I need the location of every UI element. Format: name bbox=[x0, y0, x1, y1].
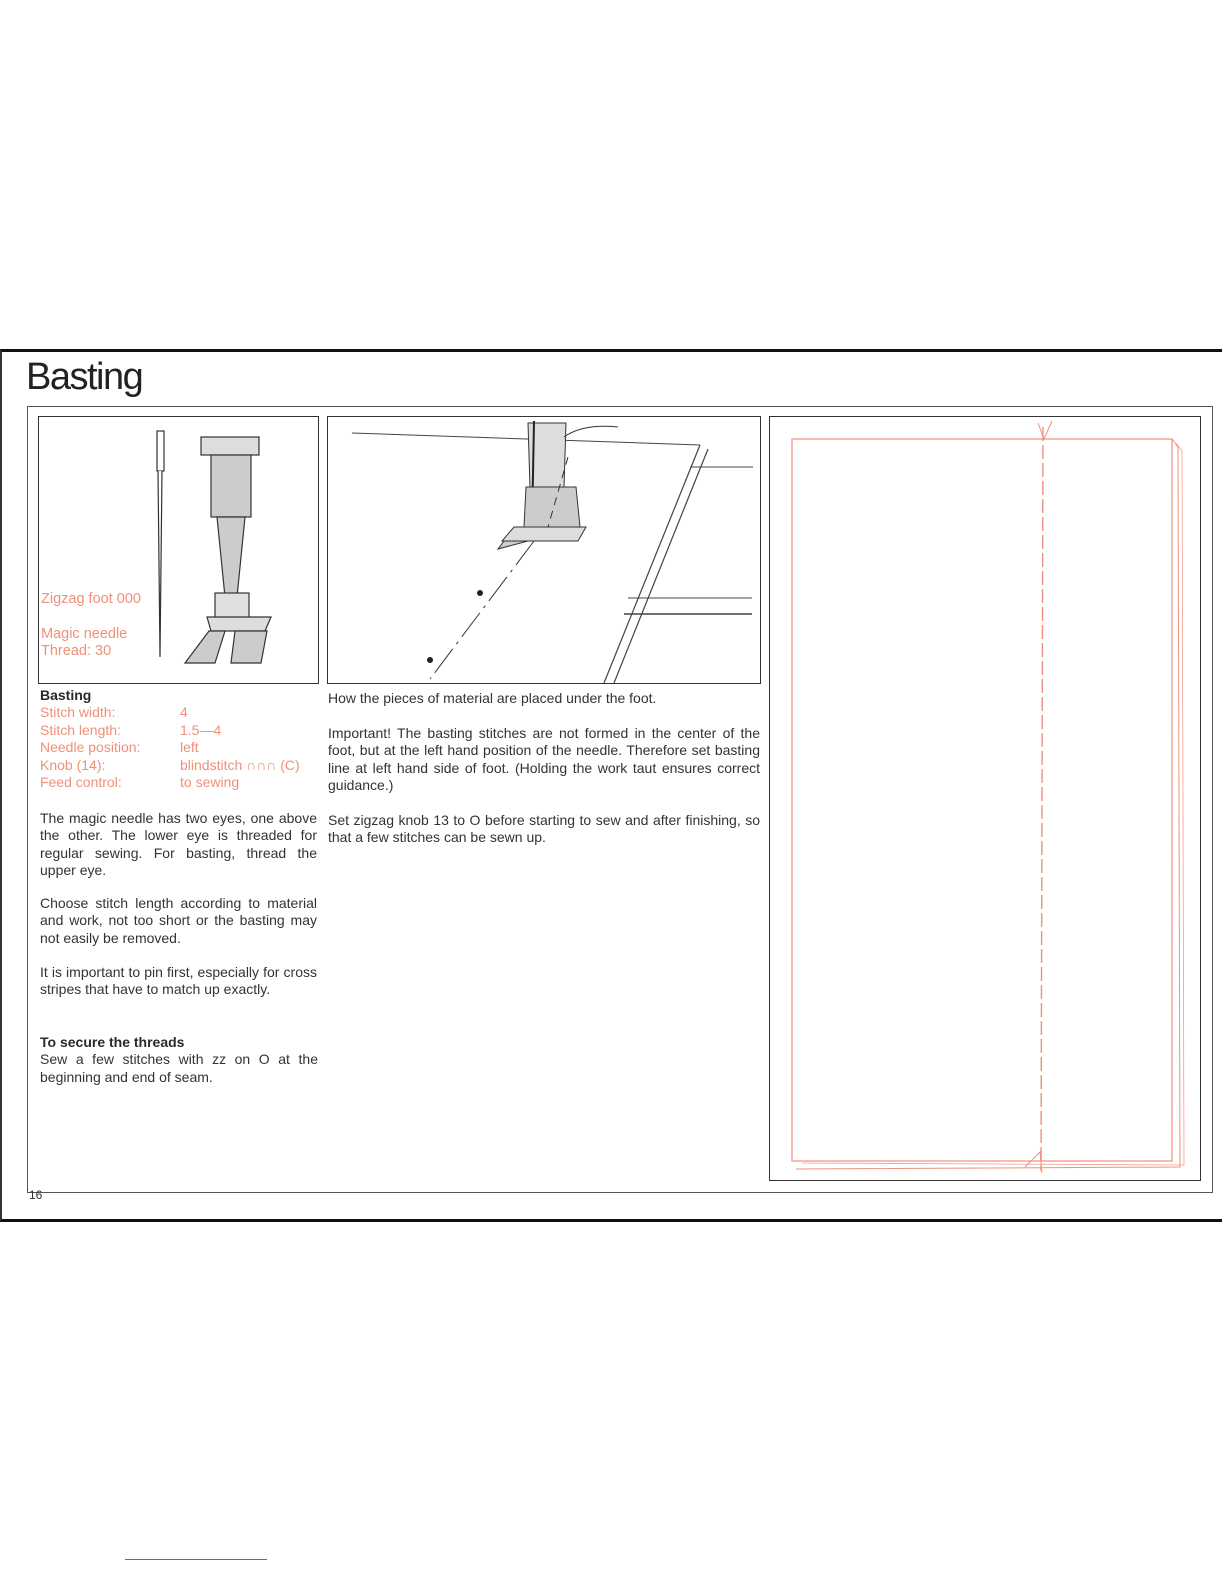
page-title: Basting bbox=[26, 356, 143, 398]
paragraph-magic-needle: The magic needle has two eyes, one above the other. The lower eye is threaded for regular sewing. For basting, thread the upper eye. bbox=[40, 810, 317, 879]
settings-row bbox=[40, 704, 320, 721]
figure-basted-fabric bbox=[769, 416, 1201, 1181]
setting-value: 1.5—4 bbox=[180, 721, 222, 738]
setting-value: left bbox=[180, 739, 199, 756]
figure-caption: How the pieces of material are placed under the foot. bbox=[328, 690, 657, 706]
settings-row bbox=[40, 739, 320, 756]
settings-block bbox=[40, 687, 320, 791]
setting-key: Knob (14): bbox=[40, 756, 106, 773]
setting-value: blindstitch ∩∩∩ (C) bbox=[180, 756, 300, 773]
setting-value: to sewing bbox=[180, 774, 240, 791]
secure-text: Sew a few stitches with zz on O at the beginning and end of seam. bbox=[40, 1051, 318, 1085]
page-number: 16 bbox=[29, 1188, 43, 1202]
basted-fabric-illustration bbox=[770, 417, 1202, 1182]
settings-row bbox=[40, 757, 320, 774]
settings-row bbox=[40, 722, 320, 739]
footer-underline bbox=[125, 1559, 267, 1560]
foot-label: Zigzag foot 000 bbox=[41, 591, 141, 607]
setting-key: Stitch length: bbox=[40, 721, 121, 738]
settings-row bbox=[40, 774, 320, 791]
thread-label: Thread: 30 bbox=[41, 643, 112, 659]
setting-value: 4 bbox=[180, 704, 188, 721]
setting-key: Stitch width: bbox=[40, 704, 116, 721]
settings-heading: Basting bbox=[40, 687, 92, 703]
setting-key: Needle position: bbox=[40, 739, 141, 756]
figure-material-placement bbox=[327, 416, 761, 684]
important-note: Important! The basting stitches are not formed in the center of the foot, but at the left hand position of the needle. Therefore set basting line at left hand side of foot. (Holding the work taut ensures correct guidance.) bbox=[328, 725, 760, 794]
secure-heading: To secure the threads bbox=[40, 1034, 185, 1050]
zigzag-note: Set zigzag knob 13 to O before starting to sew and after finishing, so that a few stitches can be sewn up. bbox=[328, 812, 760, 846]
paragraph-stitch-length: Choose stitch length according to material and work, not too short or the basting may not easily be removed. bbox=[40, 895, 317, 946]
material-placement-illustration bbox=[328, 417, 762, 685]
figure-needle-foot bbox=[38, 416, 319, 684]
needle-label: Magic needle bbox=[41, 626, 128, 642]
setting-key: Feed control: bbox=[40, 774, 122, 791]
paragraph-pin-first: It is important to pin first, especially for cross stripes that have to match up exactly. bbox=[40, 964, 317, 998]
secure-block bbox=[40, 1034, 318, 1086]
